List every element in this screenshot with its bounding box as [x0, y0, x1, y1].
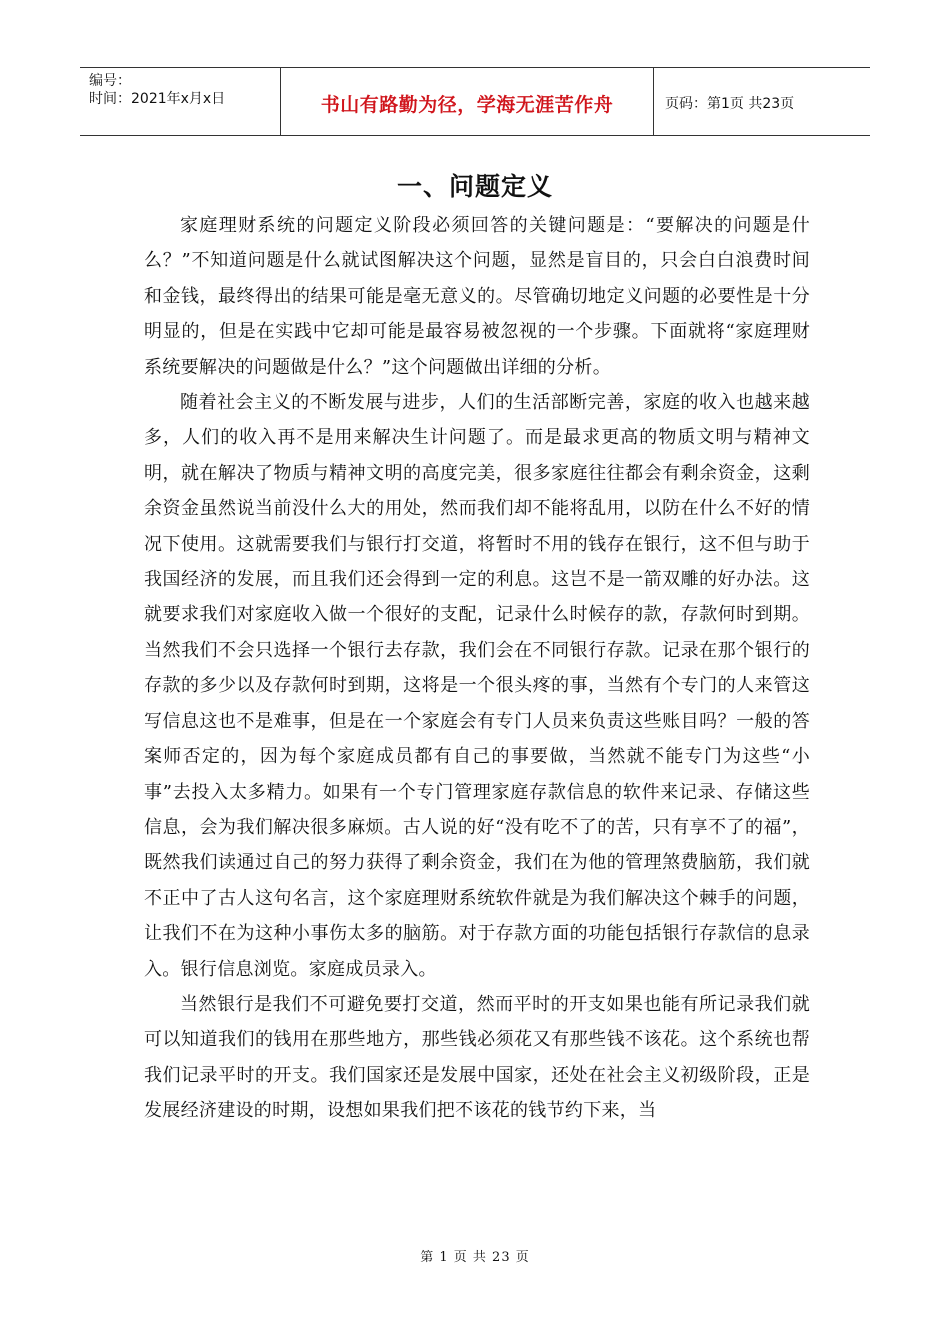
header-slogan-cell — [281, 68, 654, 135]
page-info: 页码：第1页 共23页 — [665, 95, 795, 112]
number-label: 编号： — [89, 73, 131, 89]
section-title: 一、问题定义 — [396, 172, 553, 201]
paragraph: 随着社会主义的不断发展与进步，人们的生活部断完善，家庭的收入也越来越多，人们的收入再不是用来解决生计问题了。而是最求更高的物质文明与精神文明，就在解决了物质与精神文明的高度完美，很多家庭往往都会有剩余资金，这剩余资金虽然说当前没什么大的用处，然而我们却不能将乱用，以防在什么不好的情况下使用。这就需要我们与银行打交道，将暂时不用的钱存在银行，这不但与助于我国经济的发展，而且我们还会得到一定的利息。这岂不是一箭双雕的好办法。这就要求我们对家庭收入做一个很好的支配，记录什么时候存的款，存款何时到期。当然我们不会只选择一个银行去存款，我们会在不同银行存款。记录在那个银行的存款的多少以及存款何时到期，这将是一个很头疼的事，当然有个专门的人来管这写信息这也不是难事，但是在一个家庭会有专门人员来负责这些账目吗？一般的答案师否定的，因为每个家庭成员都有自己的事要做，当然就不能专门为这些“小事”去投入太多精力。如果有一个专门管理家庭存款信息的软件来记录、存储这些信息，会为我们解决很多麻烦。古人说的好“没有吃不了的苦，只有享不了的福”，既然我们读通过自己的努力获得了剩余资金，我们在为他的管理煞费脑筋，我们就不正中了古人这句名言，这个家庭理财系统软件就是为我们解决这个棘手的问题，让我们不在为这种小事伤太多的脑筋。对于存款方面的功能包括银行存款信的息录入。银行信息浏览。家庭成员录入。 — [144, 392, 810, 980]
header-page-info-cell — [654, 68, 870, 135]
paragraph: 当然银行是我们不可避免要打交道，然而平时的开支如果也能有所记录我们就可以知道我们的钱用在那些地方，那些钱必须花又有那些钱不该花。这个系统也帮我们记录平时的开支。我们国家还是发展中国家，还处在社会主义初级阶段，正是发展经济建设的时期，设想如果我们把不该花的钱节约下来，当 — [144, 993, 810, 1122]
page-footer: 第 1 页 共 23 页 — [420, 1250, 530, 1265]
body-text — [144, 208, 810, 1129]
paragraph: 家庭理财系统的问题定义阶段必须回答的关键问题是：“要解决的问题是什么？”不知道问题是什么就试图解决这个问题，显然是盲目的，只会白白浪费时间和金钱，最终得出的结果可能是毫无意义的。尽管确切地定义问题的必要性是十分明显的，但是在实践中它却可能是最容易被忽视的一个步骤。下面就将“家庭理财系统要解决的问题做是什么？”这个问题做出详细的分析。 — [144, 215, 810, 378]
header-table — [80, 67, 870, 136]
header-meta — [80, 68, 281, 135]
time-label: 时间：2021年x月x日 — [89, 91, 226, 107]
slogan: 书山有路勤为径，学海无涯苦作舟 — [320, 94, 614, 116]
